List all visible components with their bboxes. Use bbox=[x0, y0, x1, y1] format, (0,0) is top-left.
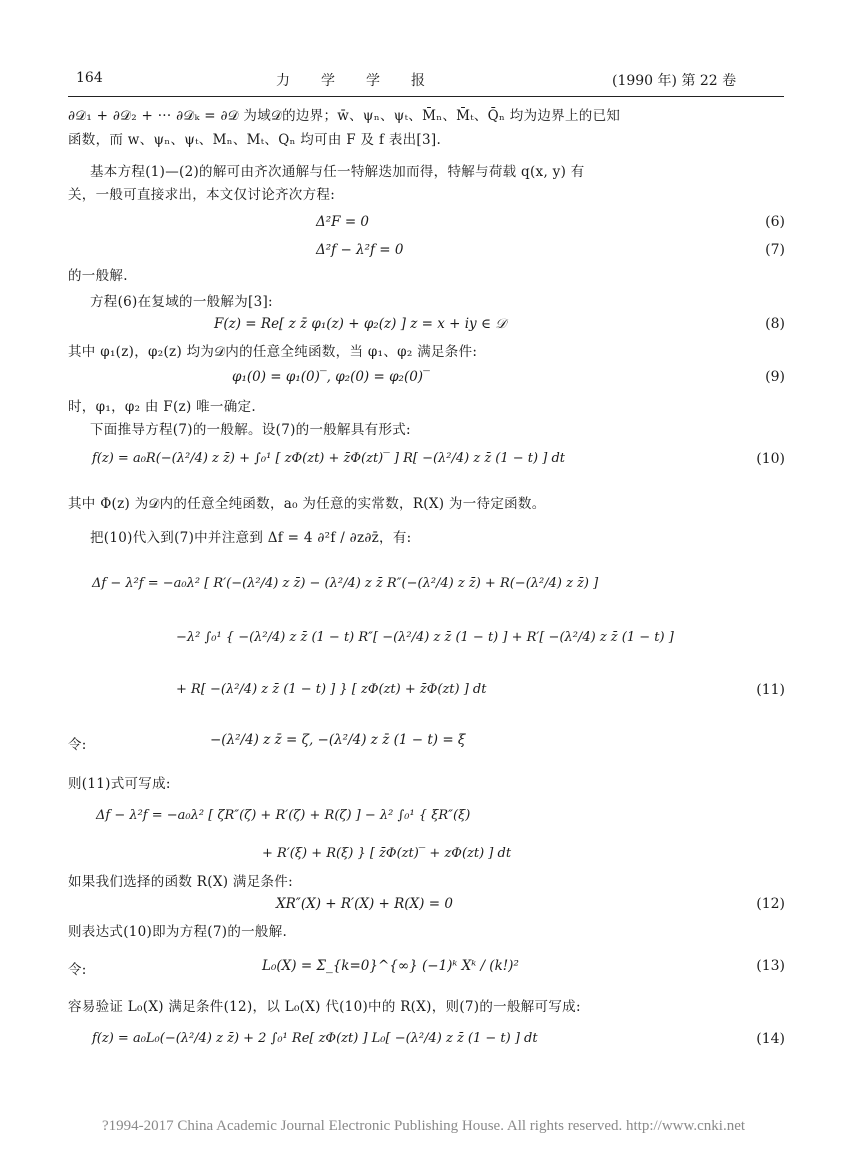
equation-6: Δ²F = 0 bbox=[316, 214, 370, 230]
equation-11-line1: Δf − λ²f = −a₀λ² [ R′(−(λ²/4) z z̄) − (λ²/4) z z̄ R″(−(λ²/4) z z̄) + R(−(λ²/4) z z̄) ] bbox=[92, 576, 599, 591]
paragraph-verify: 容易验证 L₀(X) 满足条件(12)，以 L₀(X) 代(10)中的 R(X)，则(7)的一般解可写成: bbox=[68, 999, 581, 1015]
paragraph-general-solution-7: 则表达式(10)即为方程(7)的一般解. bbox=[68, 924, 288, 940]
equation-substitution: −(λ²/4) z z̄ = ζ, −(λ²/4) z z̄ (1 − t) = ξ bbox=[210, 732, 466, 748]
equation-14: f(z) = a₀L₀(−(λ²/4) z z̄) + 2 ∫₀¹ Re[ zΦ(zt) ] L₀[ −(λ²/4) z z̄ (1 − t) ] dt bbox=[92, 1031, 538, 1046]
equation-number-10: (10) bbox=[756, 451, 785, 467]
equation-number-9: (9) bbox=[765, 369, 785, 385]
paragraph-boundary-line1: ∂𝒟₁ + ∂𝒟₂ + ··· ∂𝒟ₖ = ∂𝒟 为域𝒟的边界；w̄、ψₙ、ψₜ、M̄ₙ、M̄ₜ、Q̄ₙ 均为边界上的已知 bbox=[68, 108, 621, 124]
label-let-1: 令: bbox=[68, 737, 87, 753]
equation-number-8: (8) bbox=[765, 316, 785, 332]
paragraph-complex-domain: 方程(6)在复域的一般解为[3]: bbox=[90, 294, 273, 310]
paragraph-general-solution: 的一般解. bbox=[68, 268, 128, 284]
paragraph-where-phi: 其中 Φ(z) 为𝒟内的任意全纯函数，a₀ 为任意的实常数，R(X) 为一待定函数。 bbox=[68, 496, 546, 512]
paragraph-boundary-line2: 函数，而 w、ψₙ、ψₜ、Mₙ、Mₜ、Qₙ 均可由 F 及 f 表出[3]. bbox=[68, 132, 442, 148]
equation-number-11: (11) bbox=[756, 682, 785, 698]
equation-number-6: (6) bbox=[765, 214, 785, 230]
equation-number-12: (12) bbox=[756, 896, 785, 912]
page-number: 164 bbox=[76, 70, 103, 86]
paragraph-derive: 下面推导方程(7)的一般解。设(7)的一般解具有形式: bbox=[90, 422, 411, 438]
paragraph-basic-eq-line2: 关，一般可直接求出，本文仅讨论齐次方程: bbox=[68, 187, 336, 203]
paragraph-basic-eq-line1: 基本方程(1)—(2)的解可由齐次通解与任一特解迭加而得，特解与荷载 q(x, y) 有 bbox=[90, 164, 585, 180]
equation-8: F(z) = Re[ z z̄ φ₁(z) + φ₂(z) ] z = x + iy ∈ 𝒟 bbox=[214, 316, 506, 332]
equation-rewrite-line1: Δf − λ²f = −a₀λ² [ ζR″(ζ) + R′(ζ) + R(ζ) ] − λ² ∫₀¹ { ξR″(ξ) bbox=[96, 808, 471, 823]
header-rule bbox=[68, 96, 784, 97]
paragraph-holomorphic: 其中 φ₁(z)，φ₂(z) 均为𝒟内的任意全纯函数，当 φ₁、φ₂ 满足条件: bbox=[68, 344, 478, 360]
equation-12: XR″(X) + R′(X) + R(X) = 0 bbox=[276, 896, 453, 912]
equation-7: Δ²f − λ²f = 0 bbox=[316, 242, 404, 258]
volume-info: (1990 年) 第 22 卷 bbox=[612, 73, 737, 89]
paragraph-rewrite: 则(11)式可写成: bbox=[68, 776, 171, 792]
equation-number-13: (13) bbox=[756, 958, 785, 974]
label-let-2: 令: bbox=[68, 962, 87, 978]
paragraph-unique: 时，φ₁，φ₂ 由 F(z) 唯一确定. bbox=[68, 399, 256, 415]
equation-11-line3: + R[ −(λ²/4) z z̄ (1 − t) ] } [ zΦ(zt) + z̄Φ(zt) ] dt bbox=[176, 682, 487, 697]
equation-number-14: (14) bbox=[756, 1031, 785, 1047]
paragraph-substitute: 把(10)代入到(7)中并注意到 Δf = 4 ∂²f / ∂z∂z̄，有: bbox=[90, 530, 412, 546]
equation-9: φ₁(0) = φ₁(0)‾, φ₂(0) = φ₂(0)‾ bbox=[232, 369, 430, 385]
copyright-footer: ?1994-2017 China Academic Journal Electronic Publishing House. All rights reserved. http://www.cnki.net bbox=[101, 1118, 746, 1134]
equation-rewrite-line2: + R′(ξ) + R(ξ) } [ z̄Φ(zt)‾ + zΦ(zt) ] dt bbox=[262, 846, 512, 861]
equation-number-7: (7) bbox=[765, 242, 785, 258]
journal-title: 力 学 学 报 bbox=[276, 73, 426, 89]
equation-13: L₀(X) = Σ_{k=0}^{∞} (−1)ᵏ Xᵏ / (k!)² bbox=[262, 958, 519, 974]
paragraph-choose-r: 如果我们选择的函数 R(X) 满足条件: bbox=[68, 874, 293, 890]
equation-10: f(z) = a₀R(−(λ²/4) z z̄) + ∫₀¹ [ zΦ(zt) + z̄Φ(zt)‾ ] R[ −(λ²/4) z z̄ (1 − t) ] dt bbox=[92, 451, 565, 466]
equation-11-line2: −λ² ∫₀¹ { −(λ²/4) z z̄ (1 − t) R″[ −(λ²/4) z z̄ (1 − t) ] + R′[ −(λ²/4) z z̄ (1 − t) ] bbox=[176, 630, 674, 645]
